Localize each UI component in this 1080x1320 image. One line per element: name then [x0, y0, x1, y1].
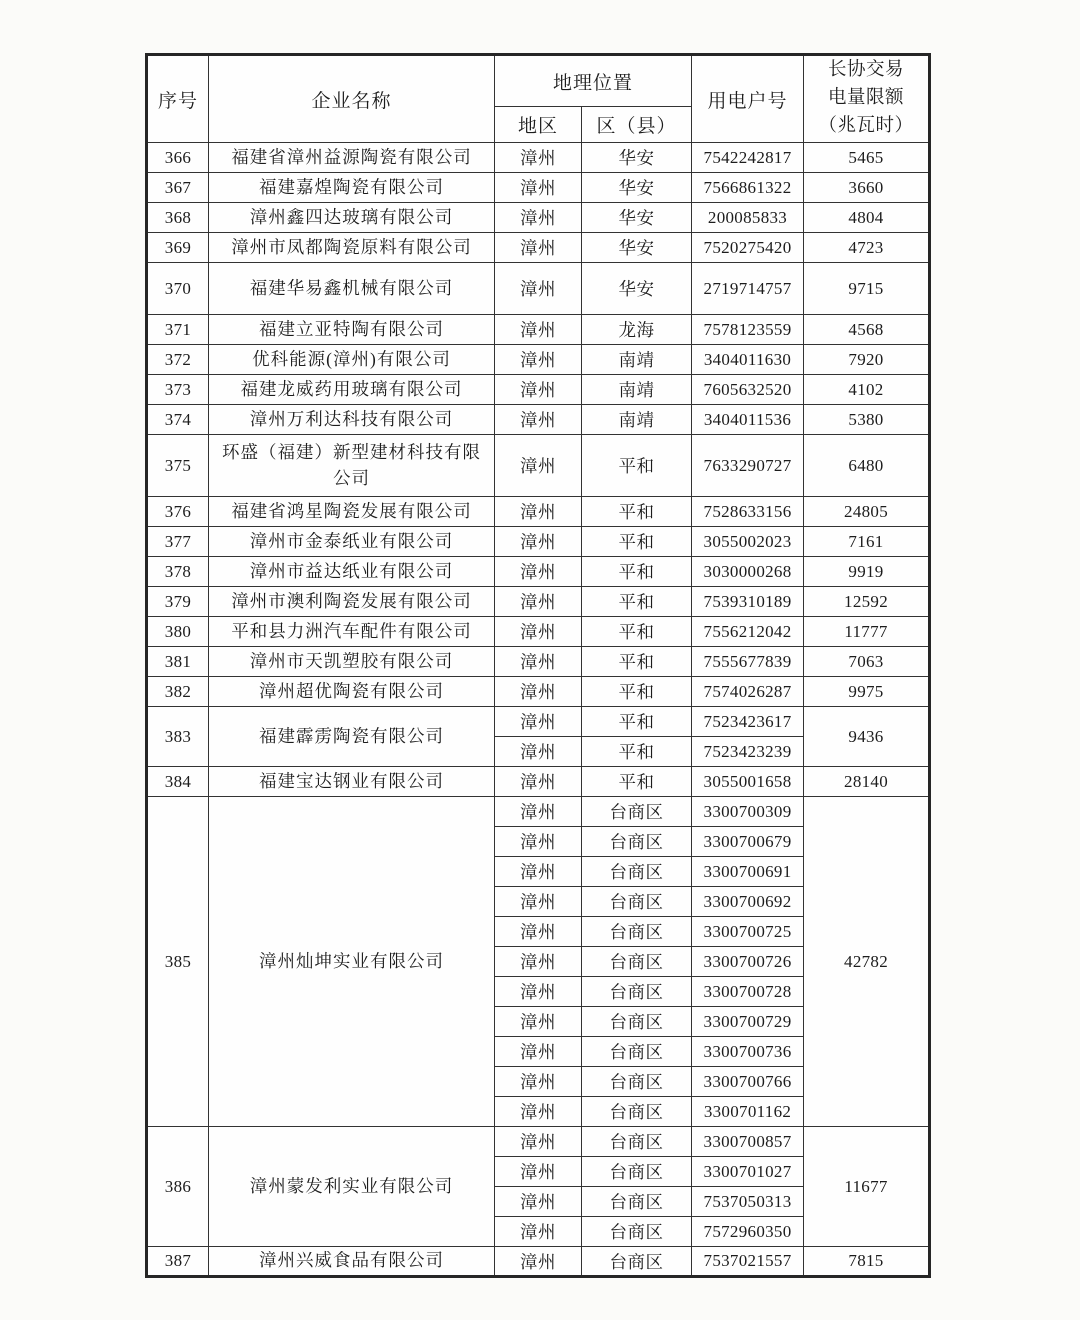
serial-cell: 375 — [147, 435, 209, 497]
region-cell: 漳州 — [495, 1247, 582, 1277]
serial-cell: 381 — [147, 647, 209, 677]
table-row — [147, 1247, 930, 1277]
user-no-cell: 3300700736 — [692, 1037, 804, 1067]
user-no-cell: 7537021557 — [692, 1247, 804, 1277]
table-body — [147, 143, 930, 1277]
serial-cell: 374 — [147, 405, 209, 435]
header-region: 地区 — [495, 107, 582, 143]
company-cell: 漳州市澳利陶瓷发展有限公司 — [209, 587, 495, 617]
district-cell: 台商区 — [582, 827, 692, 857]
company-cell: 环盛（福建）新型建材科技有限公司 — [209, 435, 495, 497]
user-no-cell: 3404011536 — [692, 405, 804, 435]
quota-cell: 4804 — [804, 203, 930, 233]
region-cell: 漳州 — [495, 737, 582, 767]
serial-cell: 379 — [147, 587, 209, 617]
serial-cell: 376 — [147, 497, 209, 527]
region-cell: 漳州 — [495, 1217, 582, 1247]
district-cell: 台商区 — [582, 1157, 692, 1187]
district-cell: 华安 — [582, 173, 692, 203]
serial-cell: 370 — [147, 263, 209, 315]
serial-cell: 386 — [147, 1127, 209, 1247]
header-company: 企业名称 — [209, 55, 495, 143]
serial-cell: 385 — [147, 797, 209, 1127]
user-no-cell: 7542242817 — [692, 143, 804, 173]
company-cell: 漳州兴威食品有限公司 — [209, 1247, 495, 1277]
district-cell: 台商区 — [582, 1067, 692, 1097]
company-cell: 平和县力洲汽车配件有限公司 — [209, 617, 495, 647]
region-cell: 漳州 — [495, 797, 582, 827]
serial-cell: 384 — [147, 767, 209, 797]
district-cell: 平和 — [582, 557, 692, 587]
company-cell: 漳州蒙发利实业有限公司 — [209, 1127, 495, 1247]
user-no-cell: 3030000268 — [692, 557, 804, 587]
user-no-cell: 7572960350 — [692, 1217, 804, 1247]
user-no-cell: 7537050313 — [692, 1187, 804, 1217]
header-serial: 序号 — [147, 55, 209, 143]
table-row — [147, 617, 930, 647]
region-cell: 漳州 — [495, 405, 582, 435]
serial-cell: 368 — [147, 203, 209, 233]
user-no-cell: 3300700309 — [692, 797, 804, 827]
district-cell: 平和 — [582, 677, 692, 707]
table-row — [147, 345, 930, 375]
quota-cell: 5380 — [804, 405, 930, 435]
district-cell: 华安 — [582, 233, 692, 263]
serial-cell: 387 — [147, 1247, 209, 1277]
company-cell: 漳州市金泰纸业有限公司 — [209, 527, 495, 557]
serial-cell: 378 — [147, 557, 209, 587]
quota-cell: 42782 — [804, 797, 930, 1127]
region-cell: 漳州 — [495, 435, 582, 497]
quota-cell: 28140 — [804, 767, 930, 797]
serial-cell: 366 — [147, 143, 209, 173]
company-cell: 福建宝达钢业有限公司 — [209, 767, 495, 797]
company-cell: 福建省漳州益源陶瓷有限公司 — [209, 143, 495, 173]
user-no-cell: 3300700692 — [692, 887, 804, 917]
table-row — [147, 375, 930, 405]
district-cell: 台商区 — [582, 887, 692, 917]
table-row — [147, 173, 930, 203]
user-no-cell: 3300700857 — [692, 1127, 804, 1157]
district-cell: 平和 — [582, 527, 692, 557]
serial-cell: 377 — [147, 527, 209, 557]
table-row — [147, 707, 930, 737]
serial-cell: 367 — [147, 173, 209, 203]
company-cell: 福建省鸿星陶瓷发展有限公司 — [209, 497, 495, 527]
region-cell: 漳州 — [495, 345, 582, 375]
district-cell: 平和 — [582, 767, 692, 797]
table-row — [147, 143, 930, 173]
region-cell: 漳州 — [495, 617, 582, 647]
district-cell: 台商区 — [582, 857, 692, 887]
district-cell: 台商区 — [582, 1127, 692, 1157]
district-cell: 台商区 — [582, 1217, 692, 1247]
quota-cell: 3660 — [804, 173, 930, 203]
region-cell: 漳州 — [495, 647, 582, 677]
user-no-cell: 7578123559 — [692, 315, 804, 345]
company-cell: 漳州市凤都陶瓷原料有限公司 — [209, 233, 495, 263]
district-cell: 南靖 — [582, 405, 692, 435]
quota-cell: 9715 — [804, 263, 930, 315]
user-no-cell: 3300700728 — [692, 977, 804, 1007]
user-no-cell: 7528633156 — [692, 497, 804, 527]
region-cell: 漳州 — [495, 827, 582, 857]
table-row — [147, 263, 930, 315]
region-cell: 漳州 — [495, 497, 582, 527]
table-row — [147, 767, 930, 797]
power-quota-table — [145, 53, 931, 1278]
header-district: 区（县） — [582, 107, 692, 143]
district-cell: 平和 — [582, 707, 692, 737]
district-cell: 台商区 — [582, 947, 692, 977]
company-cell: 优科能源(漳州)有限公司 — [209, 345, 495, 375]
user-no-cell: 7523423617 — [692, 707, 804, 737]
serial-cell: 371 — [147, 315, 209, 345]
user-no-cell: 7556212042 — [692, 617, 804, 647]
district-cell: 南靖 — [582, 345, 692, 375]
region-cell: 漳州 — [495, 375, 582, 405]
table-row — [147, 233, 930, 263]
district-cell: 华安 — [582, 203, 692, 233]
user-no-cell: 3300700725 — [692, 917, 804, 947]
quota-cell: 7063 — [804, 647, 930, 677]
region-cell: 漳州 — [495, 203, 582, 233]
user-no-cell: 3055002023 — [692, 527, 804, 557]
user-no-cell: 3300700726 — [692, 947, 804, 977]
user-no-cell: 3300701162 — [692, 1097, 804, 1127]
document-page — [145, 53, 931, 1278]
quota-cell: 7161 — [804, 527, 930, 557]
table-row — [147, 647, 930, 677]
user-no-cell: 7539310189 — [692, 587, 804, 617]
region-cell: 漳州 — [495, 767, 582, 797]
quota-cell: 9436 — [804, 707, 930, 767]
region-cell: 漳州 — [495, 557, 582, 587]
region-cell: 漳州 — [495, 143, 582, 173]
header-quota-line3: （兆瓦时） — [818, 115, 914, 136]
quota-cell: 9975 — [804, 677, 930, 707]
quota-cell: 24805 — [804, 497, 930, 527]
district-cell: 台商区 — [582, 1007, 692, 1037]
quota-cell: 4723 — [804, 233, 930, 263]
company-cell: 漳州超优陶瓷有限公司 — [209, 677, 495, 707]
district-cell: 南靖 — [582, 375, 692, 405]
quota-cell: 12592 — [804, 587, 930, 617]
user-no-cell: 3300700766 — [692, 1067, 804, 1097]
header-quota — [804, 55, 930, 143]
header-quota-line2: 电量限额 — [828, 88, 905, 109]
quota-cell: 5465 — [804, 143, 930, 173]
table-row — [147, 435, 930, 497]
district-cell: 台商区 — [582, 797, 692, 827]
district-cell: 台商区 — [582, 977, 692, 1007]
region-cell: 漳州 — [495, 887, 582, 917]
company-cell: 漳州鑫四达玻璃有限公司 — [209, 203, 495, 233]
district-cell: 台商区 — [582, 1187, 692, 1217]
region-cell: 漳州 — [495, 587, 582, 617]
serial-cell: 380 — [147, 617, 209, 647]
region-cell: 漳州 — [495, 263, 582, 315]
quota-cell: 9919 — [804, 557, 930, 587]
quota-cell: 4568 — [804, 315, 930, 345]
district-cell: 台商区 — [582, 1097, 692, 1127]
user-no-cell: 7566861322 — [692, 173, 804, 203]
user-no-cell: 3300700691 — [692, 857, 804, 887]
district-cell: 台商区 — [582, 1037, 692, 1067]
table-header — [147, 55, 930, 143]
region-cell: 漳州 — [495, 1157, 582, 1187]
district-cell: 平和 — [582, 737, 692, 767]
header-user-no: 用电户号 — [692, 55, 804, 143]
header-quota-line1: 长协交易 — [828, 60, 905, 81]
district-cell: 平和 — [582, 587, 692, 617]
region-cell: 漳州 — [495, 857, 582, 887]
district-cell: 华安 — [582, 263, 692, 315]
table-row — [147, 797, 930, 827]
quota-cell: 6480 — [804, 435, 930, 497]
company-cell: 福建华易鑫机械有限公司 — [209, 263, 495, 315]
company-cell: 福建霹雳陶瓷有限公司 — [209, 707, 495, 767]
district-cell: 华安 — [582, 143, 692, 173]
region-cell: 漳州 — [495, 233, 582, 263]
user-no-cell: 7574026287 — [692, 677, 804, 707]
company-cell: 漳州灿坤实业有限公司 — [209, 797, 495, 1127]
serial-cell: 373 — [147, 375, 209, 405]
region-cell: 漳州 — [495, 315, 582, 345]
quota-cell: 11777 — [804, 617, 930, 647]
serial-cell: 383 — [147, 707, 209, 767]
region-cell: 漳州 — [495, 1187, 582, 1217]
user-no-cell: 3300700679 — [692, 827, 804, 857]
user-no-cell: 3404011630 — [692, 345, 804, 375]
company-cell: 福建龙威药用玻璃有限公司 — [209, 375, 495, 405]
table-row — [147, 527, 930, 557]
quota-cell: 7815 — [804, 1247, 930, 1277]
user-no-cell: 2719714757 — [692, 263, 804, 315]
company-cell: 漳州市天凯塑胶有限公司 — [209, 647, 495, 677]
user-no-cell: 3055001658 — [692, 767, 804, 797]
quota-cell: 11677 — [804, 1127, 930, 1247]
district-cell: 平和 — [582, 647, 692, 677]
user-no-cell: 7523423239 — [692, 737, 804, 767]
region-cell: 漳州 — [495, 677, 582, 707]
company-cell: 福建立亚特陶有限公司 — [209, 315, 495, 345]
user-no-cell: 7520275420 — [692, 233, 804, 263]
serial-cell: 369 — [147, 233, 209, 263]
region-cell: 漳州 — [495, 1097, 582, 1127]
table-row — [147, 557, 930, 587]
company-cell: 漳州万利达科技有限公司 — [209, 405, 495, 435]
district-cell: 平和 — [582, 435, 692, 497]
table-row — [147, 203, 930, 233]
region-cell: 漳州 — [495, 977, 582, 1007]
region-cell: 漳州 — [495, 1007, 582, 1037]
region-cell: 漳州 — [495, 707, 582, 737]
company-cell: 福建嘉煌陶瓷有限公司 — [209, 173, 495, 203]
district-cell: 龙海 — [582, 315, 692, 345]
region-cell: 漳州 — [495, 1067, 582, 1097]
quota-cell: 7920 — [804, 345, 930, 375]
district-cell: 平和 — [582, 617, 692, 647]
serial-cell: 382 — [147, 677, 209, 707]
user-no-cell: 200085833 — [692, 203, 804, 233]
user-no-cell: 7605632520 — [692, 375, 804, 405]
quota-cell: 4102 — [804, 375, 930, 405]
district-cell: 台商区 — [582, 1247, 692, 1277]
region-cell: 漳州 — [495, 1037, 582, 1067]
region-cell: 漳州 — [495, 527, 582, 557]
table-row — [147, 1127, 930, 1157]
user-no-cell: 7633290727 — [692, 435, 804, 497]
region-cell: 漳州 — [495, 173, 582, 203]
user-no-cell: 3300700729 — [692, 1007, 804, 1037]
table-row — [147, 497, 930, 527]
region-cell: 漳州 — [495, 1127, 582, 1157]
table-row — [147, 315, 930, 345]
company-cell: 漳州市益达纸业有限公司 — [209, 557, 495, 587]
region-cell: 漳州 — [495, 917, 582, 947]
district-cell: 台商区 — [582, 917, 692, 947]
district-cell: 平和 — [582, 497, 692, 527]
region-cell: 漳州 — [495, 947, 582, 977]
table-row — [147, 405, 930, 435]
user-no-cell: 7555677839 — [692, 647, 804, 677]
serial-cell: 372 — [147, 345, 209, 375]
user-no-cell: 3300701027 — [692, 1157, 804, 1187]
table-row — [147, 677, 930, 707]
table-row — [147, 587, 930, 617]
header-location: 地理位置 — [495, 55, 692, 107]
